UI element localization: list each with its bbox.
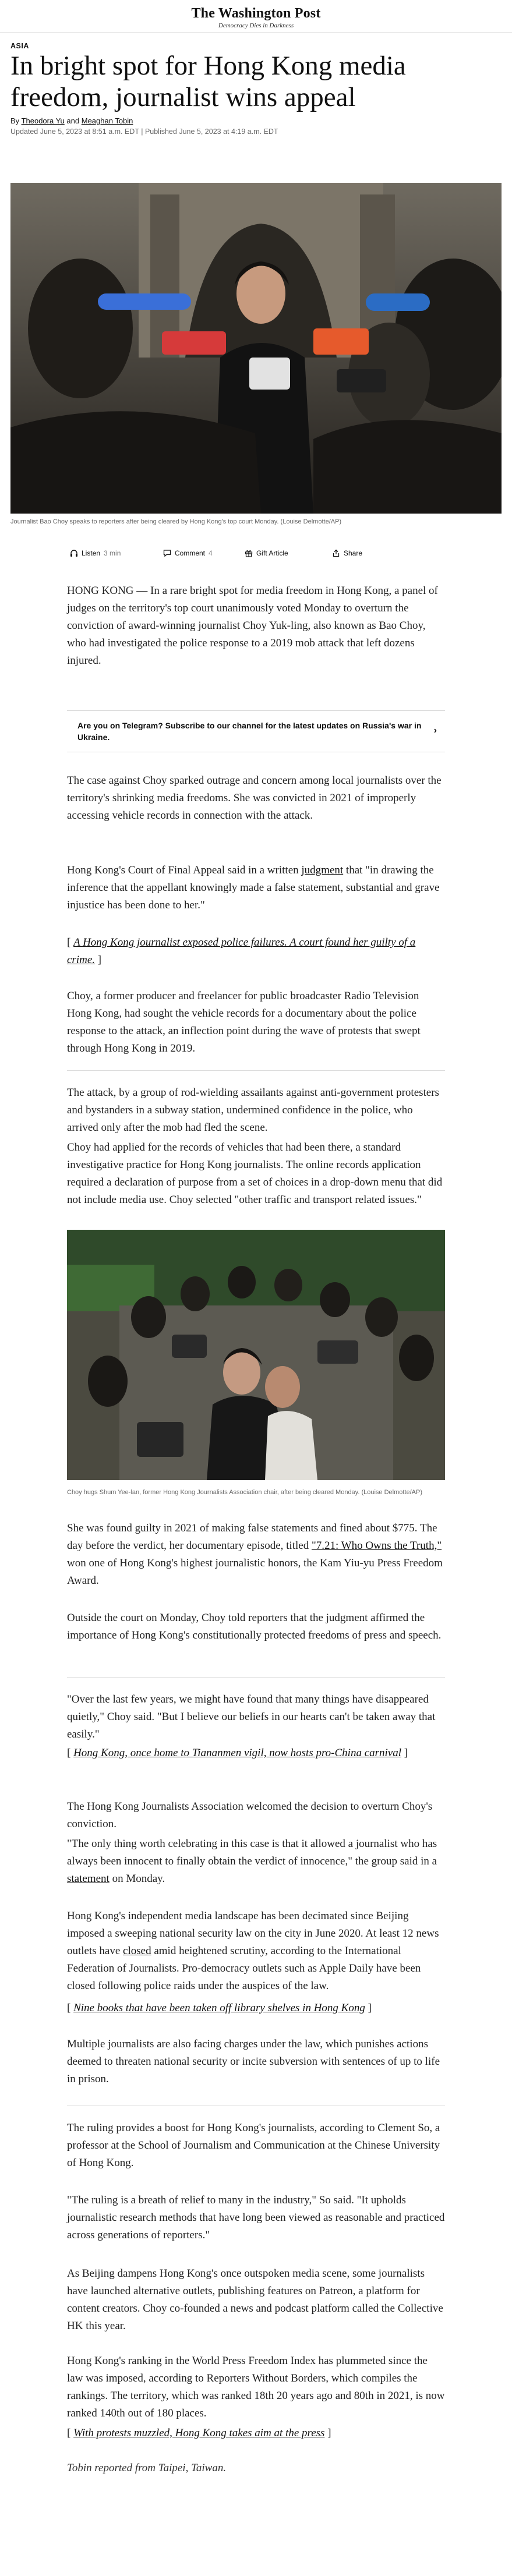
comment-count: 4 — [209, 549, 213, 557]
share-button[interactable] — [332, 549, 362, 557]
paragraph-15: "The ruling is a breath of relief to many in the industry," So said. "It upholds journalistic research methods that have long been viewed as reasonable and practiced across generations of reporters." — [67, 2194, 445, 2241]
listen-label: Listen — [82, 549, 101, 557]
paragraph-5: The attack, by a group of rod-wielding assailants against anti-government protesters and bystanders in a subway station, undermined confidence in the police, who arrived only after the mob had fled the scene. — [67, 1087, 439, 1134]
paragraph-2: The case against Choy sparked outrage and concern among local journalists over the territory's shrinking media freedoms. She was convicted in 2021 of improperly accessing vehicle records in connection with the attack. — [67, 774, 442, 822]
article-timestamps: Updated June 5, 2023 at 8:51 a.m. EDT | Published June 5, 2023 at 4:19 a.m. EDT — [10, 128, 278, 136]
share-icon — [332, 549, 340, 557]
hero-photo-illustration — [10, 183, 502, 514]
telegram-promo-text: Are you on Telegram? Subscribe to our channel for the latest updates on Russia's war in Ukraine. — [77, 721, 422, 742]
paragraph-7 — [67, 1520, 445, 1590]
paragraph-4: Choy, a former producer and freelancer for public broadcaster Radio Television Hong Kong, had sought the vehicle records for a documentary about the police response to the attack, an inflection point during the wave of protests that swept through Hong Kong in 2019. — [67, 990, 421, 1055]
section-kicker[interactable]: ASIA — [10, 42, 29, 50]
related-link-2: [ Hong Kong, once home to Tiananmen vigil, now hosts pro-China carnival ] — [67, 1747, 408, 1759]
section-divider — [67, 1070, 445, 1071]
related-link-3-anchor[interactable]: Nine books that have been taken off library shelves in Hong Kong — [73, 2002, 365, 2014]
paragraph-7-text-b: won one of Hong Kong's highest journalistic honors, the Kam Yiu-yu Press Freedom Award. — [67, 1557, 443, 1587]
paragraph-17: Hong Kong's ranking in the World Press Freedom Index has plummeted since the law was imposed, according to Reporters Without Borders, which compiles the rankings. The territory, which was ranked 18th 20 years ago and 80th in 2021, is now ranked 140th out of 180 places. — [67, 2355, 445, 2419]
telegram-promo[interactable] — [67, 710, 445, 752]
paragraph-3-text-a: Hong Kong's Court of Final Appeal said in a written — [67, 864, 302, 876]
chevron-right-icon: › — [433, 726, 437, 735]
inline-photo-illustration — [67, 1230, 445, 1480]
paragraph-10: The Hong Kong Journalists Association welcomed the decision to overturn Choy's conviction. — [67, 1800, 433, 1830]
section-divider — [67, 1677, 445, 1678]
author-link-1[interactable]: Theodora Yu — [21, 116, 65, 125]
judgment-link[interactable]: judgment — [301, 864, 344, 876]
inline-photo-caption: Choy hugs Shum Yee-lan, former Hong Kong Journalists Association chair, after being cleared Monday. (Louise Delmotte/AP) — [67, 1489, 423, 1496]
headphones-icon — [70, 549, 78, 557]
site-tagline: Democracy Dies in Darkness — [218, 22, 294, 29]
inline-photo — [67, 1230, 445, 1480]
gift-article-button[interactable] — [245, 549, 288, 557]
byline-joiner: and — [66, 116, 80, 125]
paragraph-1: HONG KONG — In a rare bright spot for media freedom in Hong Kong, a panel of judges on the territory's top court unanimously voted Monday to overturn the conviction of award-winning journalist Choy Yuk-ling, also known as Bao Choy, who had investigated the police response to a 2019 mob attack that left dozens injured. — [67, 585, 438, 667]
article-action-bar — [10, 546, 502, 564]
related-link-3: [ Nine books that have been taken off library shelves in Hong Kong ] — [67, 2002, 372, 2014]
gift-icon — [245, 549, 253, 557]
site-logo[interactable]: The Washington Post — [191, 6, 321, 21]
byline — [10, 116, 133, 125]
paragraph-8: Outside the court on Monday, Choy told reporters that the judgment affirmed the importance of Hong Kong's constitutionally protected freedoms of press and speech. — [67, 1612, 442, 1641]
author-link-2[interactable]: Meaghan Tobin — [81, 116, 133, 125]
hero-photo — [10, 183, 502, 514]
paragraph-12 — [67, 1908, 445, 1995]
byline-prefix: By — [10, 116, 20, 125]
hero-caption: Journalist Bao Choy speaks to reporters after being cleared by Hong Kong's top court Monday. (Louise Delmotte/AP) — [10, 518, 342, 525]
article-headline: In bright spot for Hong Kong media freedom, journalist wins appeal — [10, 51, 406, 112]
paragraph-13: Multiple journalists are also facing charges under the law, which punishes actions deemed to threaten national security or incite subversion with sentences of up to life in prison. — [67, 2038, 440, 2085]
reporting-signoff: Tobin reported from Taipei, Taiwan. — [67, 2462, 227, 2474]
comment-button[interactable] — [163, 549, 213, 557]
paragraph-11-text-b: on Monday. — [109, 1873, 165, 1885]
related-link-2-anchor[interactable]: Hong Kong, once home to Tiananmen vigil, now hosts pro-China carnival — [73, 1747, 402, 1759]
statement-link[interactable]: statement — [67, 1873, 110, 1885]
share-label: Share — [344, 549, 363, 557]
paragraph-11 — [67, 1835, 445, 1888]
documentary-link[interactable]: "7.21: Who Owns the Truth," — [311, 1540, 442, 1552]
related-link-1: [ A Hong Kong journalist exposed police failures. A court found her guilty of a crime. ] — [67, 936, 416, 966]
listen-duration: 3 min — [104, 549, 121, 557]
paragraph-6: Choy had applied for the records of vehicles that had been there, a standard investigative practice for Hong Kong journalists. The online records application required a declaration of purpose from a set of choices in a drop-down menu that did not include media use. Choy selected "other traffic and transport related issues." — [67, 1141, 443, 1206]
related-link-4-anchor[interactable]: With protests muzzled, Hong Kong takes aim at the press — [73, 2427, 325, 2439]
comment-label: Comment — [175, 549, 206, 557]
paragraph-11-text-a: "The only thing worth celebrating in this case is that it allowed a journalist who has always been innocent to finally obtain the verdict of innocence," the group said in a — [67, 1838, 437, 1867]
paragraph-3-text-b: that "in drawing the inference that the appellant knowingly made a false statement, substantial and grave injustice has been done to her." — [67, 864, 440, 911]
related-link-1-anchor[interactable]: A Hong Kong journalist exposed police failures. A court found her guilty of a crime. — [67, 936, 416, 966]
paragraph-14: The ruling provides a boost for Hong Kong's journalists, according to Clement So, a professor at the School of Journalism and Communication at the Chinese University of Hong Kong. — [67, 2122, 440, 2169]
paragraph-12-text-a: Hong Kong's independent media landscape has been decimated since Beijing imposed a sweeping national security law on the city in June 2020. At least 12 news outlets have — [67, 1910, 439, 1957]
listen-button[interactable] — [70, 549, 121, 557]
gift-label: Gift Article — [256, 549, 288, 557]
paragraph-3 — [67, 862, 445, 914]
paragraph-9: "Over the last few years, we might have found that many things have disappeared quietly," Choy said. "But I believe our beliefs in our hearts can't be taken away that easily." — [67, 1693, 436, 1740]
paragraph-12-text-b: amid heightened scrutiny, according to the International Federation of Journalists. Pro-democracy outlets such as Apple Daily have been closed following police raids under the auspices of the law. — [67, 1945, 421, 1992]
closed-link[interactable]: closed — [123, 1945, 151, 1957]
related-link-4: [ With protests muzzled, Hong Kong takes aim at the press ] — [67, 2427, 331, 2439]
paragraph-16: As Beijing dampens Hong Kong's once outspoken media scene, some journalists have launched alternative outlets, publishing features on Patreon, a platform for content creators. Choy co-founded a news and podcast platform called the Collective HK this year. — [67, 2267, 443, 2332]
paragraph-7-text-a: She was found guilty in 2021 of making false statements and fined about $775. The day before the verdict, her documentary episode, titled — [67, 1522, 437, 1552]
comment-icon — [163, 549, 171, 557]
masthead — [0, 0, 512, 33]
